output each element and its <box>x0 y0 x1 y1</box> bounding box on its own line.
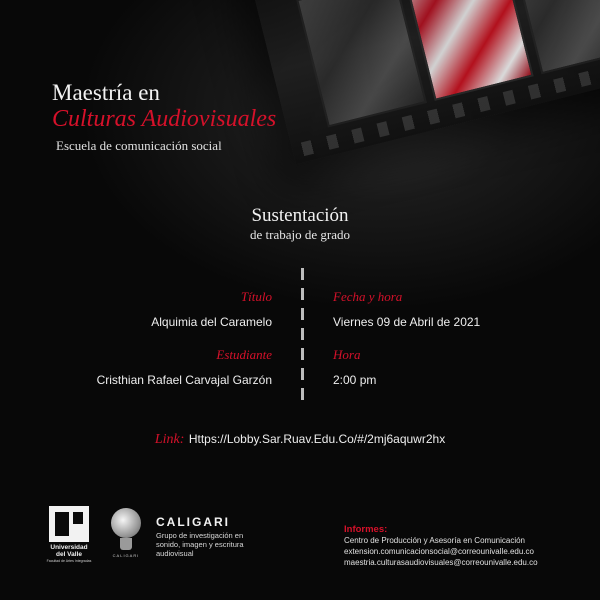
film-frame <box>296 0 427 128</box>
hora-value: 2:00 pm <box>333 373 377 387</box>
estudiante-label: Estudiante <box>216 347 272 362</box>
informes-title: Informes: <box>344 524 388 535</box>
informes-email-extension[interactable]: extension.comunicacionsocial@correounivalle.edu.co <box>344 547 535 556</box>
caligari-logo-text: CALIGARI <box>112 553 140 558</box>
event-heading <box>0 205 600 243</box>
univalle-logo <box>46 506 92 563</box>
univalle-name: Universidad del Valle <box>50 544 88 558</box>
informes-block <box>344 524 538 568</box>
film-strip-image <box>250 0 600 164</box>
program-title-line2: Culturas Audiovisuales <box>52 106 277 132</box>
school-name: Escuela de comunicación social <box>56 138 222 153</box>
estudiante-value: Cristhian Rafael Carvajal Garzón <box>96 373 272 387</box>
fecha-label: Fecha y hora <box>333 289 403 304</box>
dashed-divider <box>301 268 304 404</box>
hora-label: Hora <box>333 347 361 362</box>
caligari-name: CALIGARI <box>156 515 230 529</box>
informes-email-maestria[interactable]: maestria.culturasaudiovisuales@correounivalle.edu.co <box>344 558 538 567</box>
informes-center: Centro de Producción y Asesoría en Comunicación <box>344 536 525 545</box>
caligari-logo <box>108 508 144 558</box>
caligari-description: Grupo de investigación en sonido, imagen y escritura audiovisual <box>156 531 244 558</box>
titulo-value: Alquimia del Caramelo <box>151 315 272 329</box>
program-title-line1: Maestría en <box>52 80 160 105</box>
event-heading-main: Sustentación <box>251 205 349 226</box>
link-label: Link: <box>154 432 185 447</box>
program-title <box>52 80 276 154</box>
caligari-info <box>156 515 256 558</box>
lightbulb-base-icon <box>120 538 132 550</box>
meeting-link[interactable]: Https://Lobby.Sar.Ruav.Edu.Co/#/2mj6aquwr2hx <box>188 432 446 446</box>
fecha-value: Viernes 09 de Abril de 2021 <box>333 315 481 329</box>
lightbulb-icon <box>111 508 141 538</box>
univalle-faculty: Facultad de Artes Integradas <box>46 559 92 563</box>
event-heading-sub: de trabajo de grado <box>250 227 350 242</box>
univalle-mark-icon <box>49 506 89 542</box>
titulo-label: Título <box>240 289 272 304</box>
link-row <box>0 430 600 448</box>
